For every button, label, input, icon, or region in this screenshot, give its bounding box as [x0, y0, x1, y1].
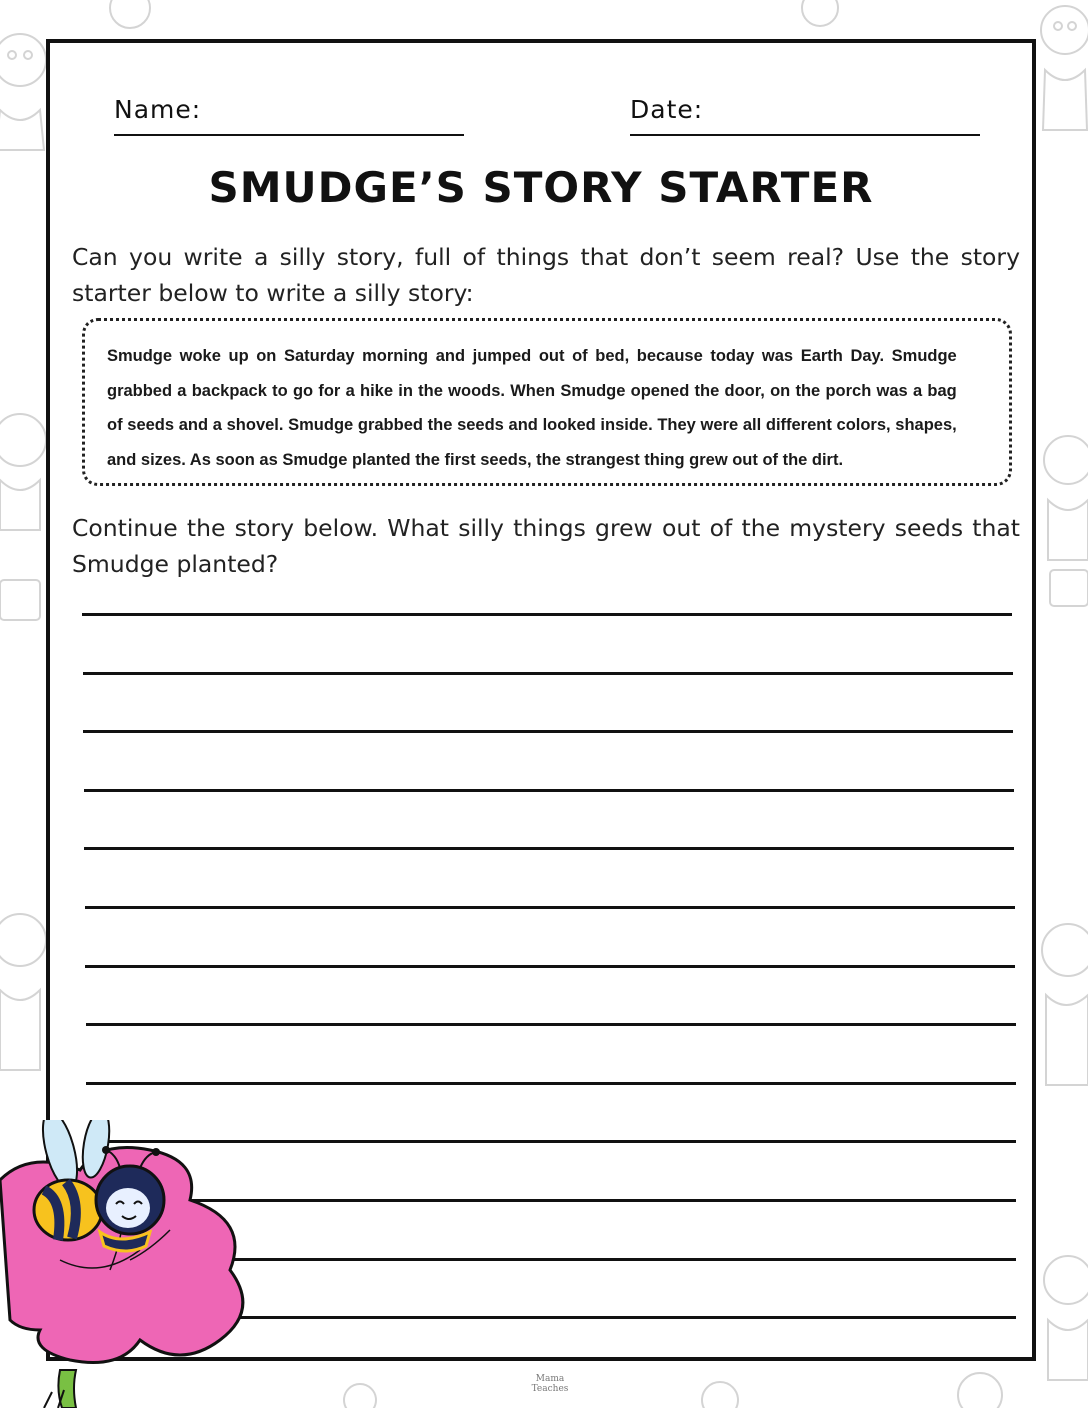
writing-line[interactable]	[83, 730, 1013, 733]
page-title: SMUDGE’S STORY STARTER	[208, 163, 874, 212]
writing-line[interactable]	[85, 906, 1015, 909]
writing-line[interactable]	[84, 847, 1014, 850]
date-label: Date:	[630, 95, 704, 124]
writing-line[interactable]	[86, 1199, 1016, 1202]
name-field[interactable]	[114, 134, 464, 136]
writing-line[interactable]	[83, 672, 1013, 675]
writing-line[interactable]	[86, 1258, 1016, 1261]
story-starter-box	[82, 318, 1012, 486]
logo-icon: Mama Teaches	[531, 1374, 569, 1394]
story-starter-text: Smudge woke up on Saturday morning and jumped out of bed, because today was Earth Day. Smudge grabbed a backpack to go for a hike in the woods. When Smudge opened the door, on the porch was a bag of seeds and a shovel. Smudge grabbed the seeds and looked inside. They were all different colors, shapes, and sizes. As soon as Smudge planted the first seeds, the strangest thing grew out of the dirt.	[107, 346, 957, 469]
intro-text: Can you write a silly story, full of things that don’t seem real? Use the story starter below to write a silly story:	[72, 243, 1020, 307]
name-label: Name:	[114, 95, 202, 124]
writing-line[interactable]	[85, 965, 1015, 968]
prompt-text: Continue the story below. What silly things grew out of the mystery seeds that Smudge planted?	[72, 514, 1020, 578]
writing-line[interactable]	[86, 1023, 1016, 1026]
writing-line[interactable]	[86, 1082, 1016, 1085]
writing-line[interactable]	[82, 613, 1012, 616]
writing-line[interactable]	[86, 1316, 1016, 1319]
writing-line[interactable]	[86, 1140, 1016, 1143]
worksheet	[46, 39, 1036, 1361]
date-field[interactable]	[630, 134, 980, 136]
writing-line[interactable]	[84, 789, 1014, 792]
